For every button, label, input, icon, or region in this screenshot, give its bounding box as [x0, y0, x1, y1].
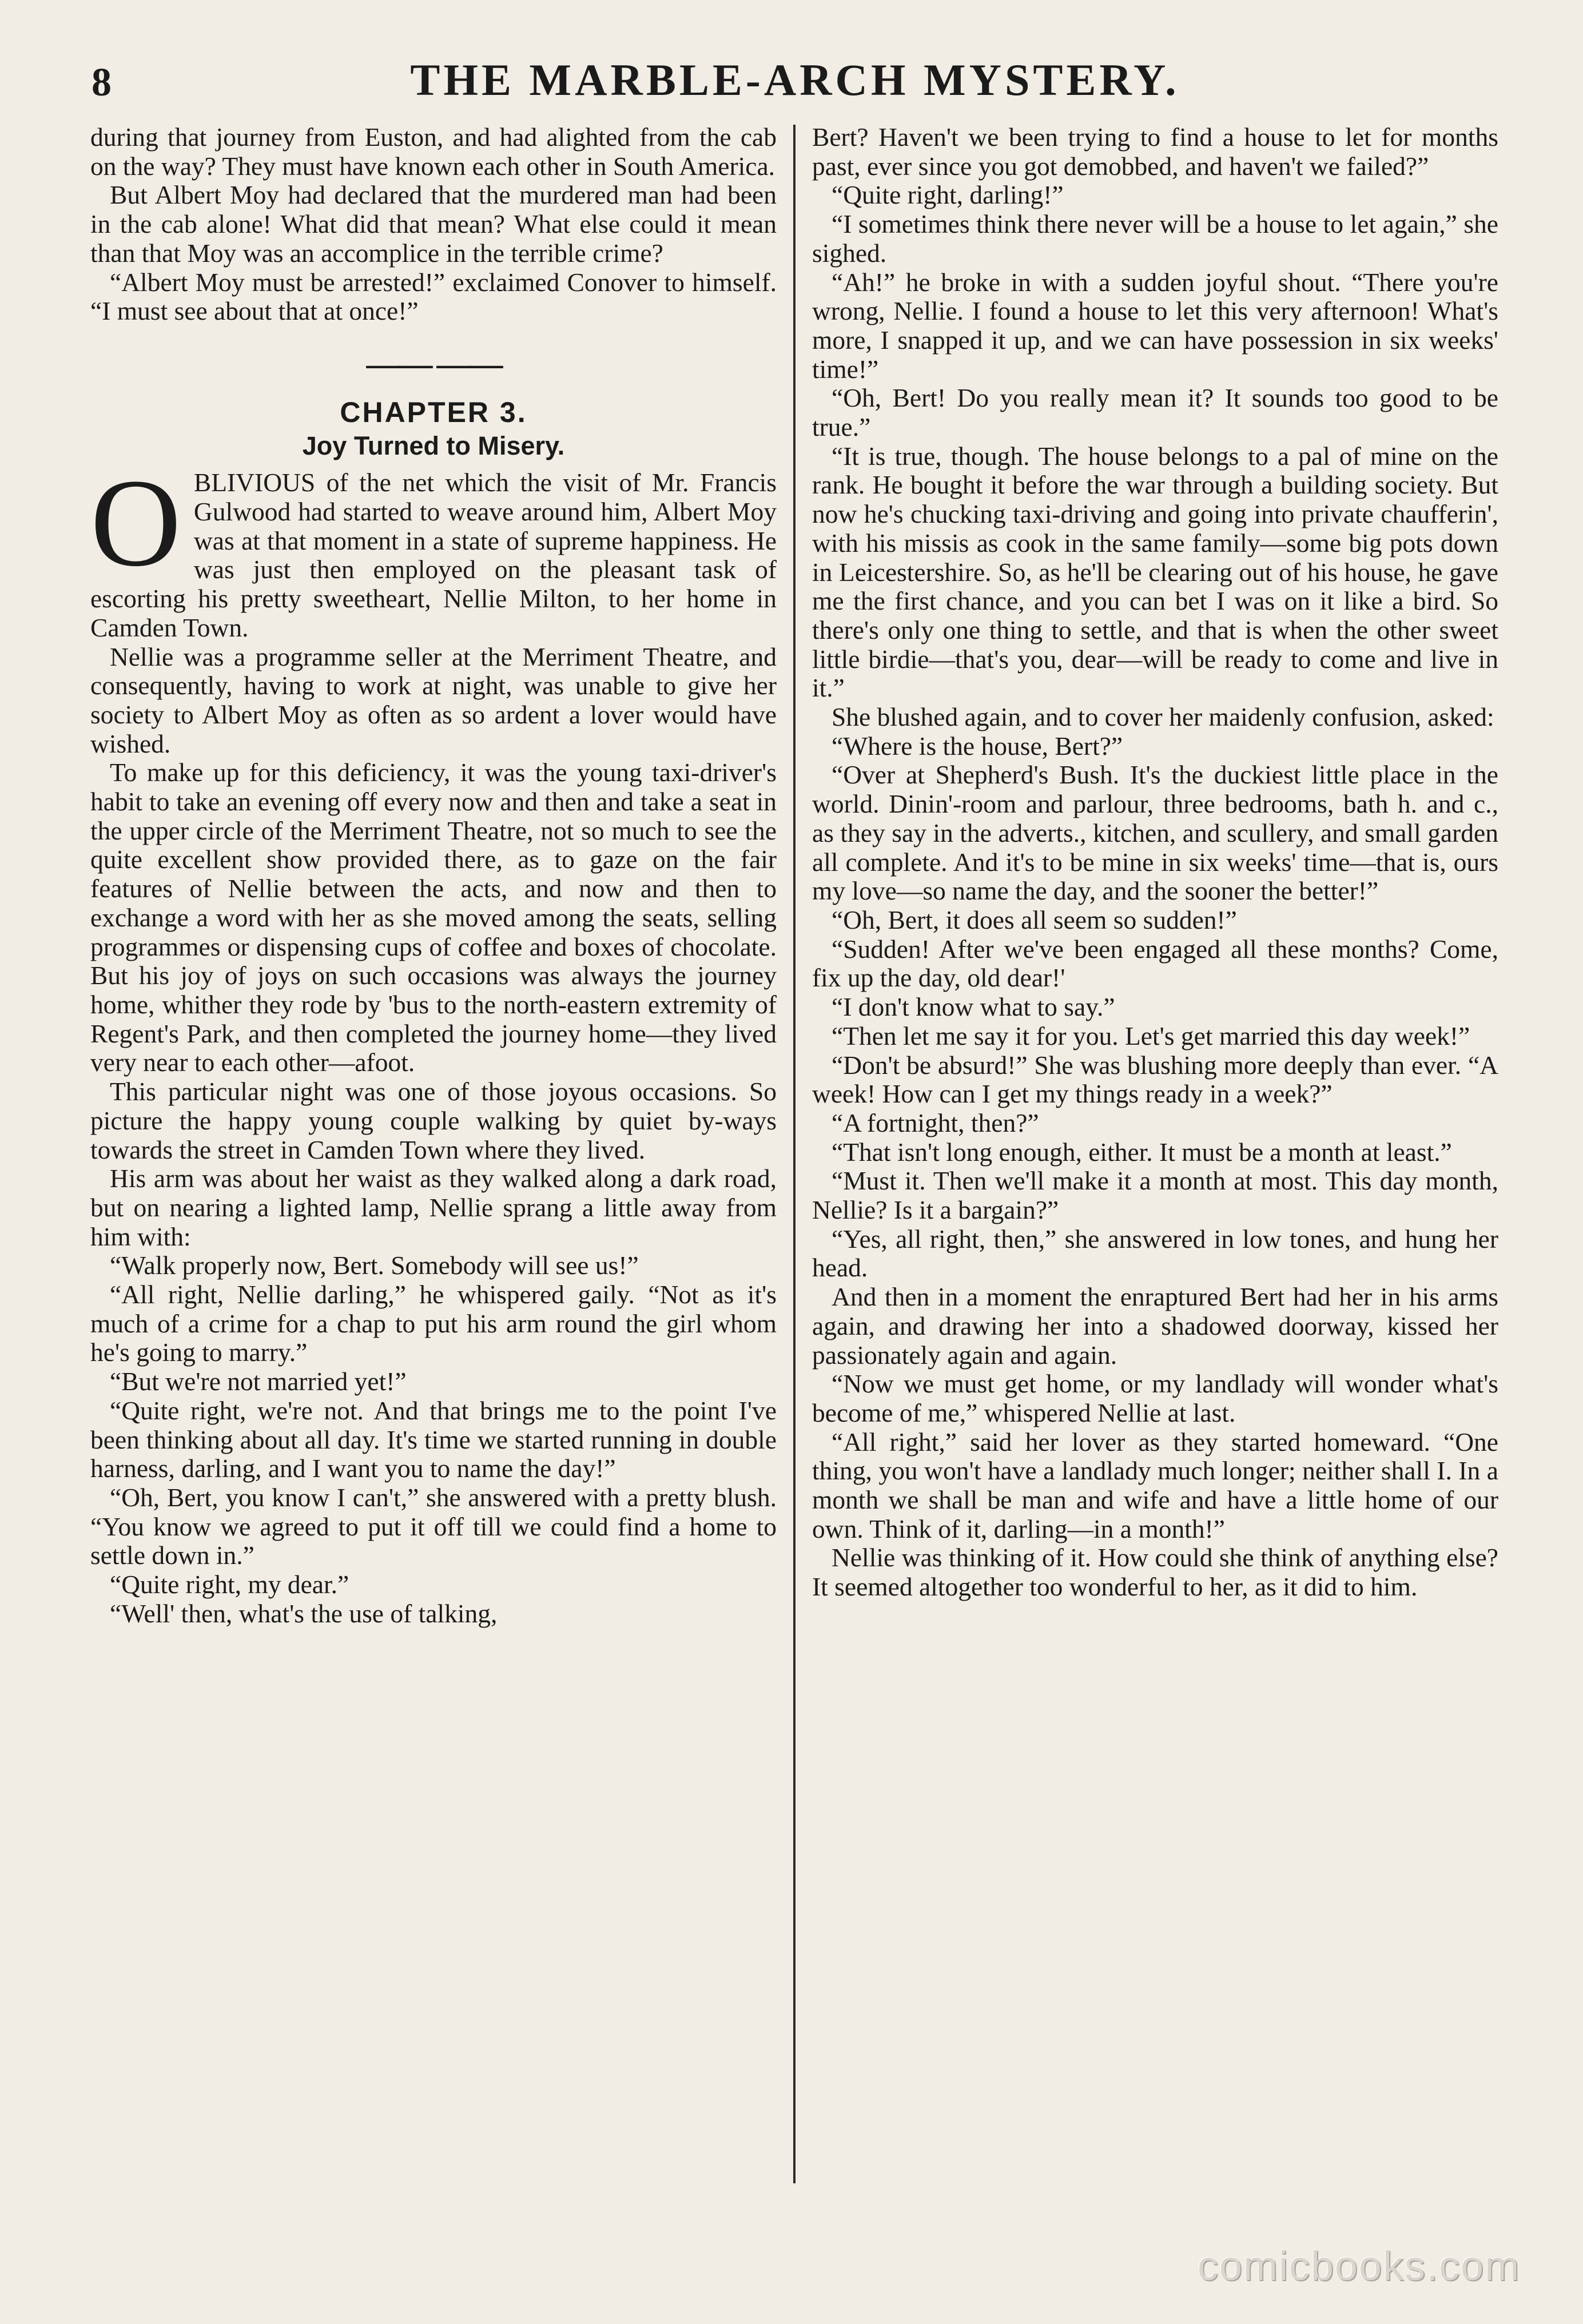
page-number: 8	[92, 61, 112, 105]
story-paragraph: Nellie was thinking of it. How could she think of anything else? It seemed altogether too wonderful to her, as it did to him.	[812, 1543, 1498, 1602]
story-paragraph: His arm was about her waist as they walked along a dark road, but on nearing a lighted lamp, Nellie sprang a little away from him with:	[90, 1164, 777, 1251]
story-paragraph: “All right,” said her lover as they started homeward. “One thing, you won't have a landlady much longer; neither shall I. In a month we shall be man and wife and have a little home of our own. Think of it, darling—in a month!”	[812, 1427, 1498, 1543]
story-paragraph: “Where is the house, Bert?”	[832, 731, 1123, 761]
section-divider: —— ——	[366, 344, 501, 383]
chapter-opening-paragraph	[90, 453, 777, 642]
story-paragraph: “Ah!” he broke in with a sudden joyful shout. “There you're wrong, Nellie. I found a house to let this very afternoon! What's more, I snapped it up, and we can have possession in six weeks' time!”	[812, 267, 1498, 384]
chapter-title: Joy Turned to Misery.	[302, 431, 565, 460]
drop-cap: O	[90, 453, 181, 593]
story-paragraph: “Quite right, we're not. And that brings me to the point I've been thinking about all day. It's time we started running in double harness, darling, and I want you to name the day!”	[90, 1395, 777, 1483]
story-paragraph: Nellie was a programme seller at the Merriment Theatre, and consequently, having to work at night, was unable to give her society to Albert Moy as often as so ardent a lover would have wished.	[90, 642, 777, 758]
story-paragraph: “Well' then, what's the use of talking,	[110, 1598, 498, 1628]
page-header	[92, 54, 1498, 123]
story-paragraph: “I sometimes think there never will be a house to let again,” she sighed.	[812, 209, 1498, 268]
story-paragraph: “Quite right, my dear.”	[110, 1570, 349, 1599]
watermark: comicbooks.com	[1197, 2243, 1520, 2289]
story-paragraph: And then in a moment the enraptured Bert had her in his arms again, and drawing her into a shadowed doorway, kissed her passionately again and again.	[812, 1282, 1498, 1370]
left-column	[90, 123, 777, 2273]
story-paragraph: “Oh, Bert, you know I can't,” she answered with a pretty blush. “You know we agreed to put it off till we could find a home to settle down in.”	[90, 1482, 777, 1570]
story-paragraph: “Now we must get home, or my landlady will wonder what's become of me,” whispered Nellie at last.	[812, 1369, 1498, 1427]
right-column	[812, 123, 1498, 2273]
story-paragraph: To make up for this deficiency, it was the young taxi-driver's habit to take an evening off every now and then and take a seat in the upper circle of the Merriment Theatre, not so much to see the quite excellent show provided there, as to gaze on the fair features of Nellie between the acts, and now and then to exchange a word with her as she moved among the seats, selling programmes or dispensing cups of coffee and boxes of chocolate. But his joy of joys on such occasions was always the journey home, whither they rode by 'bus to the north-eastern extremity of Regent's Park, and then completed the journey home—they lived very near to each other—afoot.	[90, 758, 777, 1077]
story-paragraph: “Sudden! After we've been engaged all these months? Come, fix up the day, old dear!'	[812, 934, 1498, 993]
column-divider	[793, 125, 796, 2183]
chapter-heading: CHAPTER 3.	[340, 396, 527, 428]
story-paragraph: “Must it. Then we'll make it a month at most. This day month, Nellie? Is it a bargain?”	[812, 1166, 1498, 1225]
story-paragraph: “But we're not married yet!”	[110, 1367, 407, 1396]
story-paragraph: “A fortnight, then?”	[832, 1108, 1039, 1137]
story-paragraph: “Yes, all right, then,” she answered in low tones, and hung her head.	[812, 1224, 1498, 1283]
story-paragraph: “Oh, Bert! Do you really mean it? It sounds too good to be true.”	[812, 383, 1498, 442]
continuation-paragraph: Bert? Haven't we been trying to find a house to let for months past, ever since you got demobbed, and haven't we failed?”	[812, 123, 1498, 181]
story-paragraph: “All right, Nellie darling,” he whispered gaily. “Not as it's much of a crime for a chap to put his arm round the girl whom he's going to marry.”	[90, 1280, 777, 1367]
story-paragraph: “Oh, Bert, it does all seem so sudden!”	[832, 905, 1237, 934]
story-paragraph: “That isn't long enough, either. It must be a month at least.”	[832, 1137, 1452, 1167]
story-paragraph: “Walk properly now, Bert. Somebody will see us!”	[110, 1251, 639, 1280]
intro-paragraph: “Albert Moy must be arrested!” exclaimed Conover to himself. “I must see about that at once!”	[90, 267, 777, 326]
story-paragraph: She blushed again, and to cover her maidenly confusion, asked:	[832, 702, 1494, 732]
story-paragraph: “Over at Shepherd's Bush. It's the duckiest little place in the world. Dinin'-room and parlour, three bedrooms, bath h. and c., as they say in the adverts., kitchen, and scullery, and small garden all complete. And it's to be mine in six weeks' time—that is, ours my love—so name the day, and the sooner the better!”	[812, 760, 1498, 906]
story-paragraph: “I don't know what to say.”	[832, 992, 1115, 1022]
story-paragraph: “Then let me say it for you. Let's get married this day week!”	[832, 1021, 1470, 1050]
story-paragraph: “Quite right, darling!”	[832, 180, 1064, 210]
story-paragraph: This particular night was one of those joyous occasions. So picture the happy young couple walking by quiet by-ways towards the street in Camden Town where they lived.	[90, 1077, 777, 1164]
opening-text: BLIVIOUS of the net which the visit of Mr. Francis Gulwood had started to weave around him, Albert Moy was at that moment in a state of supreme happiness. He was just then employed on the pleasant task of escorting his pretty sweetheart, Nellie Milton, to her home in Camden Town.	[90, 468, 777, 642]
intro-paragraph: But Albert Moy had declared that the murdered man had been in the cab alone! What did that mean? What else could it mean than that Moy was an accomplice in the terrible crime?	[90, 180, 777, 268]
story-paragraph: “It is true, though. The house belongs to a pal of mine on the rank. He bought it before the war through a building society. But now he's chucking taxi-driving and going into private chaufferin', with his missis as cook in the same family—some big pots down in Leicestershire. So, as he'll be clearing out of his house, he gave me the first chance, and you can bet I was on it like a bird. So there's only one thing to settle, and that is when the other sweet little birdie—that's you, dear—will be ready to come and live in it.”	[812, 441, 1498, 703]
intro-paragraph: during that journey from Euston, and had alighted from the cab on the way? They must have known each other in South America.	[90, 123, 777, 181]
running-title: THE MARBLE-ARCH MYSTERY.	[410, 55, 1180, 105]
story-paragraph: “Don't be absurd!” She was blushing more deeply than ever. “A week! How can I get my things ready in a week?”	[812, 1050, 1498, 1109]
